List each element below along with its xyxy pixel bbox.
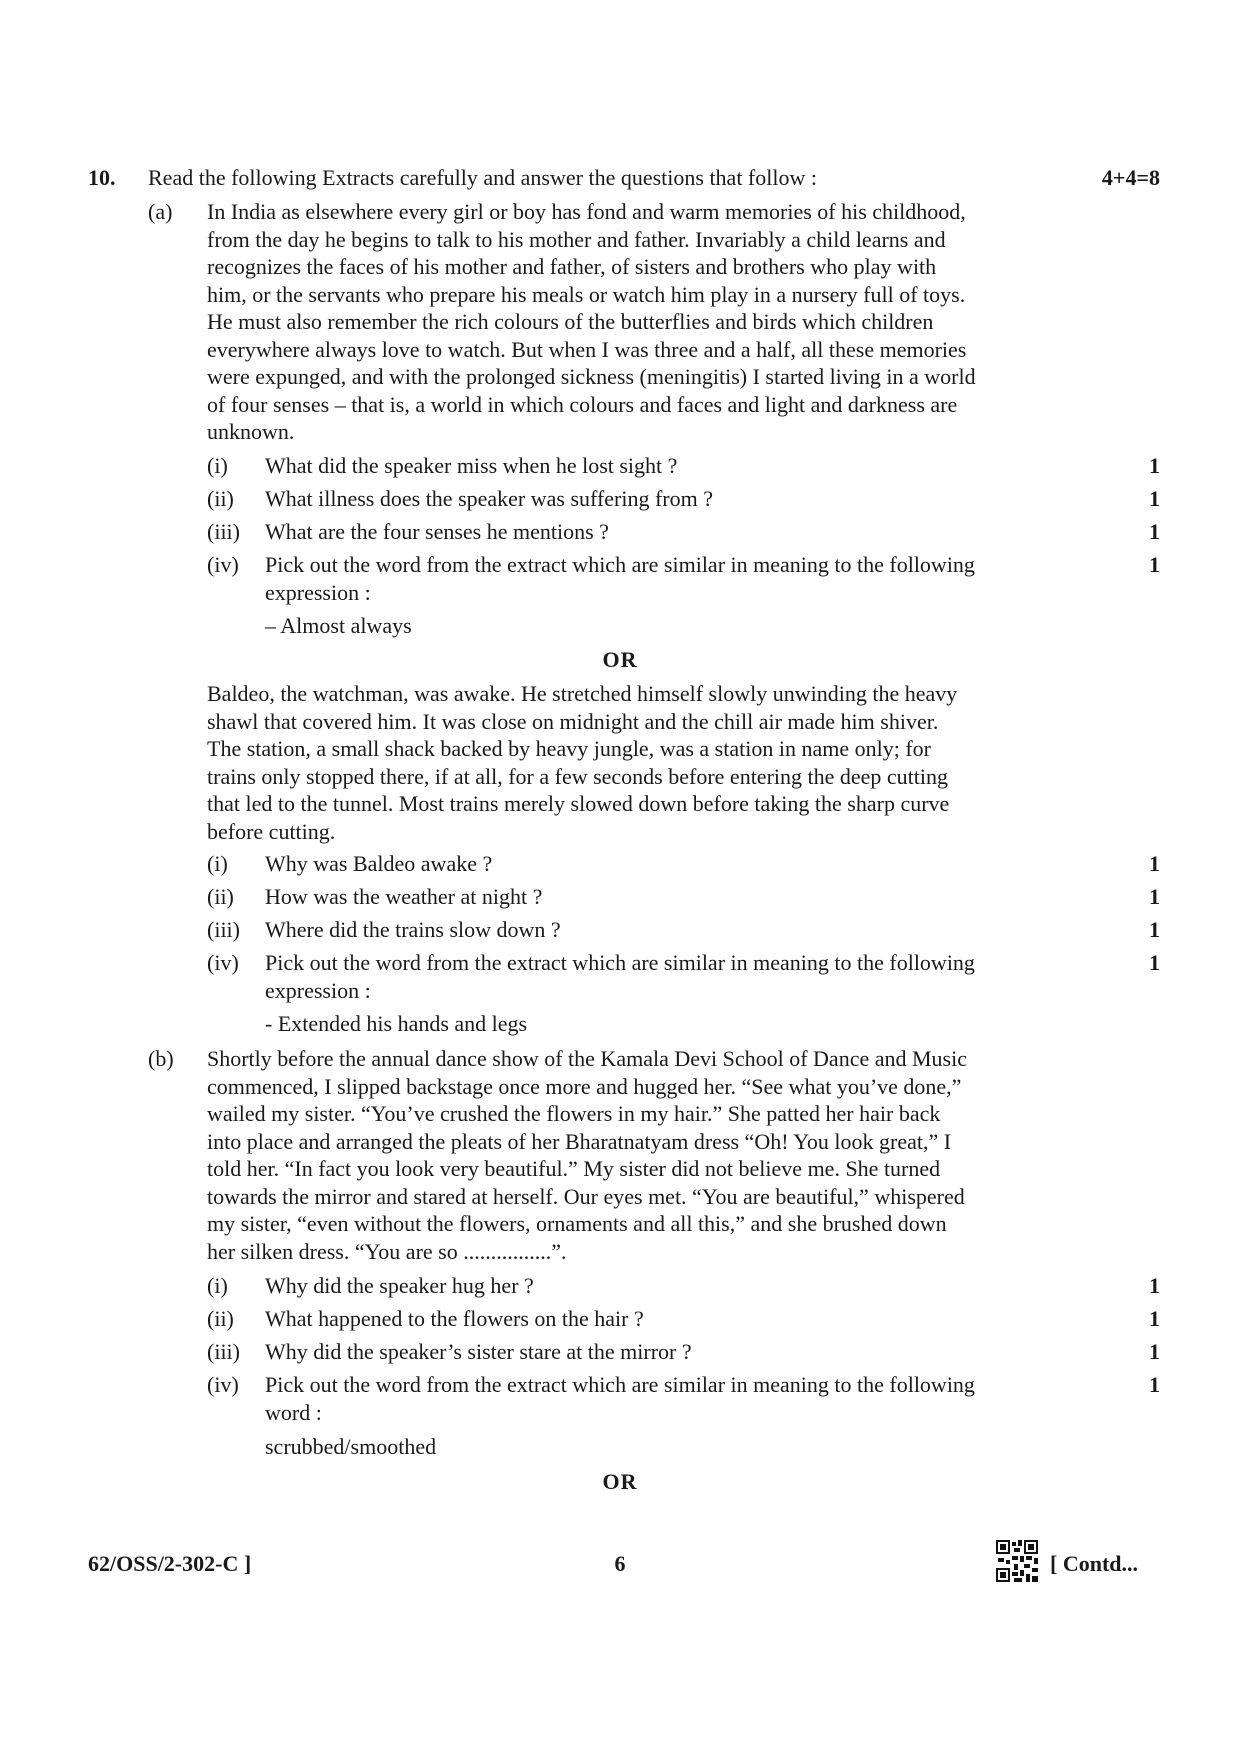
sub-question-number: (iv) (207, 950, 239, 975)
answer-hint: scrubbed/smoothed (265, 1434, 437, 1459)
extract-line: of four senses – that is, a world in which colours and faces and light and darkness are (207, 391, 958, 417)
sub-question-number: (iii) (207, 519, 240, 544)
question-instruction: Read the following Extracts carefully and answer the questions that follow : (148, 165, 817, 190)
sub-question-number: (i) (207, 851, 228, 876)
question-header (88, 164, 1160, 192)
sub-question-text (265, 551, 1095, 606)
extract-line: her silken dress. “You are so ................”. (207, 1238, 567, 1264)
extract-line: The station, a small shack backed by heavy jungle, was a station in name only; for (207, 736, 931, 761)
sub-question-mark: 1 (1149, 1372, 1160, 1397)
sub-question-mark: 1 (1149, 851, 1160, 876)
sub-question-number: (iv) (207, 1372, 239, 1397)
part-b-extract-1 (207, 1045, 1095, 1265)
extract-line: were expunged, and with the prolonged sickness (meningitis) I started living in a world (207, 364, 976, 389)
sub-question (207, 518, 1160, 546)
answer-hint: – Almost always (265, 613, 412, 638)
part-a-extract-2 (207, 680, 1095, 845)
sub-question-text: Why did the speaker hug her ? (265, 1273, 534, 1298)
sub-question-mark: 1 (1149, 950, 1160, 975)
continued-label: [ Contd... (1050, 1551, 1139, 1576)
question-marks: 4+4=8 (1101, 165, 1160, 190)
sub-question (207, 1272, 1160, 1300)
sub-question-mark: 1 (1149, 552, 1160, 577)
sub-question (207, 452, 1160, 480)
sub-question-mark: 1 (1149, 453, 1160, 478)
extract-line: Baldeo, the watchman, was awake. He stretched himself slowly unwinding the heavy (207, 681, 958, 706)
sub-question-text: How was the weather at night ? (265, 884, 543, 909)
sub-question-text-line: expression : (265, 579, 371, 605)
or-separator: OR (602, 647, 638, 672)
sub-question-mark: 1 (1149, 1273, 1160, 1298)
sub-question-text: What did the speaker miss when he lost sight ? (265, 453, 678, 478)
extract-line: unknown. (207, 419, 295, 444)
extract-line: In India as elsewhere every girl or boy has fond and warm memories of his childhood, (207, 199, 966, 224)
sub-question-text-line: word : (265, 1399, 322, 1425)
sub-question (207, 949, 1160, 1005)
sub-question (207, 850, 1160, 878)
extract-line: from the day he begins to talk to his mother and father. Invariably a child learns and (207, 226, 946, 252)
extract-line: towards the mirror and stared at herself. Our eyes met. “You are beautiful,” whispered (207, 1183, 965, 1209)
sub-question-mark: 1 (1149, 1339, 1160, 1364)
qr-code-icon (996, 1540, 1038, 1582)
sub-question-text-line: Pick out the word from the extract which are similar in meaning to the following (265, 552, 975, 577)
extract-line: recognizes the faces of his mother and father, of sisters and brothers who play with (207, 254, 937, 279)
extract-line: Shortly before the annual dance show of the Kamala Devi School of Dance and Music (207, 1046, 967, 1071)
answer-hint: - Extended his hands and legs (265, 1011, 528, 1036)
sub-question-number: (i) (207, 1273, 228, 1298)
sub-question-mark: 1 (1149, 1306, 1160, 1331)
sub-question-text: What happened to the flowers on the hair ? (265, 1306, 644, 1331)
sub-question-text: Why did the speaker’s sister stare at the mirror ? (265, 1339, 692, 1364)
sub-question-text: What illness does the speaker was suffering from ? (265, 486, 714, 511)
sub-question (207, 1371, 1160, 1427)
extract-line: trains only stopped there, if at all, for a few seconds before entering the deep cutting (207, 763, 949, 789)
sub-question (207, 1338, 1160, 1366)
extract-line: that led to the tunnel. Most trains merely slowed down before taking the sharp curve (207, 791, 950, 816)
sub-question (207, 551, 1160, 607)
extract-line: wailed my sister. “You’ve crushed the flowers in my hair.” She patted her hair back (207, 1101, 941, 1126)
extract-line: before cutting. (207, 818, 336, 844)
sub-question-mark: 1 (1149, 884, 1160, 909)
sub-question-number: (iii) (207, 917, 240, 942)
sub-question-text: What are the four senses he mentions ? (265, 519, 609, 544)
sub-question-text: Why was Baldeo awake ? (265, 851, 493, 876)
extract-line: everywhere always love to watch. But when I was three and a half, all these memories (207, 336, 967, 362)
sub-question-mark: 1 (1149, 486, 1160, 511)
extract-line: into place and arranged the pleats of her Bharatnatyam dress “Oh! You look great,” I (207, 1128, 952, 1154)
sub-question (207, 916, 1160, 944)
sub-question-number: (ii) (207, 1306, 234, 1331)
extract-line: him, or the servants who prepare his meals or watch him play in a nursery full of toys. (207, 281, 966, 307)
extract-line: He must also remember the rich colours of the butterflies and birds which children (207, 309, 934, 334)
extract-line: told her. “In fact you look very beautiful.” My sister did not believe me. She turned (207, 1156, 941, 1181)
paper-code: 62/OSS/2-302-C ] (88, 1551, 252, 1576)
sub-question-mark: 1 (1149, 917, 1160, 942)
page-number: 6 (614, 1551, 626, 1576)
sub-question-number: (i) (207, 453, 228, 478)
sub-question-text: Where did the trains slow down ? (265, 917, 561, 942)
sub-question (207, 883, 1160, 911)
sub-question-text-line: expression : (265, 977, 371, 1003)
sub-question-number: (ii) (207, 486, 234, 511)
sub-question-number: (iv) (207, 552, 239, 577)
sub-question-mark: 1 (1149, 519, 1160, 544)
sub-question-text (265, 1371, 1095, 1426)
or-separator: OR (602, 1469, 638, 1494)
part-a-extract-1 (207, 198, 1095, 446)
sub-question-text (265, 949, 1095, 1004)
extract-line: commenced, I slipped backstage once more and hugged her. “See what you’ve done,” (207, 1073, 962, 1099)
part-b-label: (b) (148, 1046, 174, 1071)
sub-question (207, 1305, 1160, 1333)
sub-question-number: (ii) (207, 884, 234, 909)
part-a-label: (a) (148, 199, 173, 224)
extract-line: my sister, “even without the flowers, ornaments and all this,” and she brushed down (207, 1211, 947, 1236)
extract-line: shawl that covered him. It was close on midnight and the chill air made him shiver. (207, 708, 939, 734)
sub-question-text-line: Pick out the word from the extract which are similar in meaning to the following (265, 1372, 975, 1397)
sub-question-number: (iii) (207, 1339, 240, 1364)
question-number: 10. (88, 165, 116, 190)
sub-question-text-line: Pick out the word from the extract which are similar in meaning to the following (265, 950, 975, 975)
sub-question (207, 485, 1160, 513)
